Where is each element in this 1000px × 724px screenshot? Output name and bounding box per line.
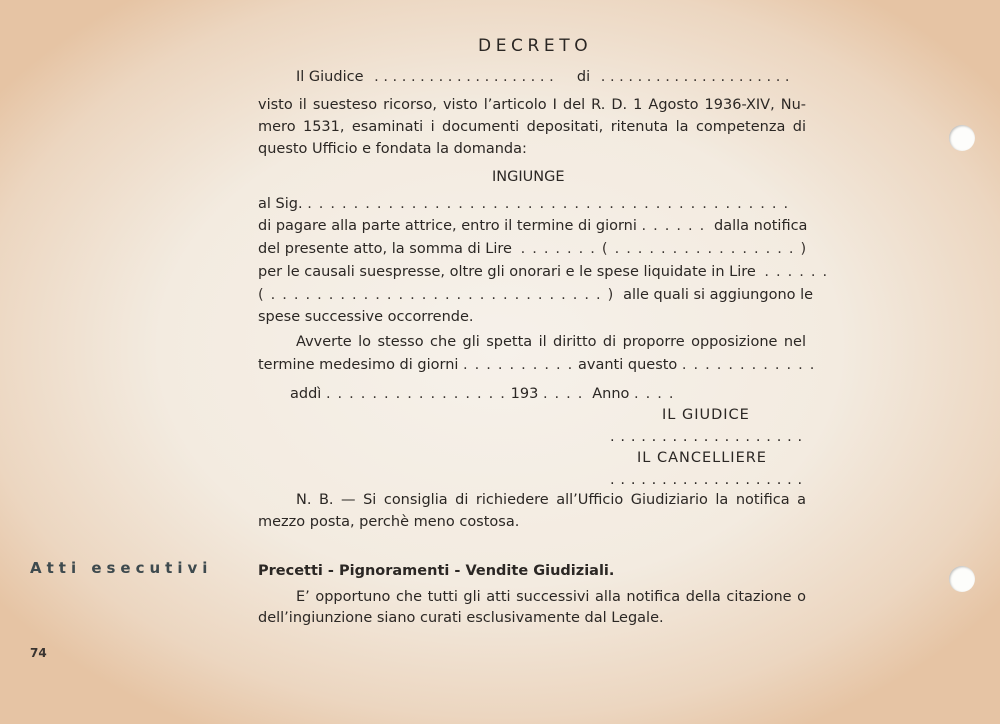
before-text: avanti questo <box>578 357 678 373</box>
causal-dots: . . . . . . <box>764 264 829 280</box>
date-label: addì <box>290 386 322 402</box>
sum-text: del presente atto, la somma di Lire <box>258 241 512 257</box>
punch-hole-bottom <box>949 566 975 592</box>
days-dots: . . . . . . <box>641 218 706 234</box>
body-line-1: visto il suesteso ricorso, visto l’articolo I del R. D. 1 Agosto 1936-XIV, Nu- <box>258 97 806 113</box>
amount-dots: ( . . . . . . . . . . . . . . . . . . . . . . . . . . . . . ) <box>258 287 615 303</box>
clerk-signature-dots: . . . . . . . . . . . . . . . . . . . <box>610 472 803 488</box>
anno-label: Anno <box>592 386 630 402</box>
judge-dots: .................... <box>374 69 559 85</box>
decree-title: DECRETO <box>478 36 593 56</box>
nb-line-1: N. B. — Si consiglia di richiedere all’Ufficio Giudiziario la notifica a <box>296 492 806 508</box>
injunction-heading: INGIUNGE <box>492 169 565 185</box>
clerk-signature: IL CANCELLIERE <box>637 450 767 466</box>
year-prefix: 193 <box>510 386 539 402</box>
injunction-line-6: spese successive occorrende. <box>258 309 474 325</box>
page-number: 74 <box>30 646 47 660</box>
date-line <box>290 383 675 405</box>
body-line-2: mero 1531, esaminati i documenti depositati, ritenuta la competenza di <box>258 119 806 135</box>
al-sig-dots: . . . . . . . . . . . . . . . . . . . . . . . . . . . . . . . . . . . . . . . . . . <box>307 196 790 212</box>
date-dots: . . . . . . . . . . . . . . . . <box>325 386 507 402</box>
injunction-line-4 <box>258 261 828 283</box>
warning-line-2 <box>258 354 816 376</box>
al-sig-label: al Sig. <box>258 196 303 212</box>
judge-di-dots: ..................... <box>600 69 795 85</box>
side-heading: Atti esecutivi <box>30 559 213 577</box>
injunction-line-3 <box>258 238 807 260</box>
section-line-2: dell’ingiunzione siano curati esclusivamente dal Legale. <box>258 610 664 626</box>
judge-di: di <box>576 69 591 85</box>
term-dots: . . . . . . . . . . <box>463 357 574 373</box>
sum-dots: . . . . . . . ( . . . . . . . . . . . . . . . . ) <box>520 241 808 257</box>
anno-dots: . . . . <box>634 386 675 402</box>
nb-line-2: mezzo posta, perchè meno costosa. <box>258 514 520 530</box>
judge-signature-dots: . . . . . . . . . . . . . . . . . . . <box>610 429 803 445</box>
judge-signature: IL GIUDICE <box>662 407 750 423</box>
injunction-line-5 <box>258 284 813 306</box>
section-line-1: E’ opportuno che tutti gli atti successivi alla notifica della citazione o <box>296 589 806 605</box>
section-title: Precetti - Pignoramenti - Vendite Giudiziali. <box>258 563 615 579</box>
year-dots: . . . . <box>542 386 584 402</box>
term-text: termine medesimo di giorni <box>258 357 459 373</box>
judge-label: Il Giudice <box>296 69 364 85</box>
days-text: di pagare alla parte attrice, entro il termine di giorni <box>258 218 637 234</box>
warning-line-1: Avverte lo stesso che gli spetta il diritto di proporre opposizione nel <box>296 334 806 350</box>
body-line-3: questo Ufficio e fondata la domanda: <box>258 141 527 157</box>
injunction-line-2 <box>258 215 807 237</box>
causal-text: per le causali suespresse, oltre gli onorari e le spese liquidate in Lire <box>258 264 756 280</box>
punch-hole-top <box>949 125 975 151</box>
before-dots: . . . . . . . . . . . . <box>681 357 816 373</box>
judge-line <box>296 66 794 88</box>
additional-text: alle quali si aggiungono le <box>623 287 814 303</box>
notice-text: dalla notifica <box>714 218 808 234</box>
al-sig-line <box>258 193 789 215</box>
